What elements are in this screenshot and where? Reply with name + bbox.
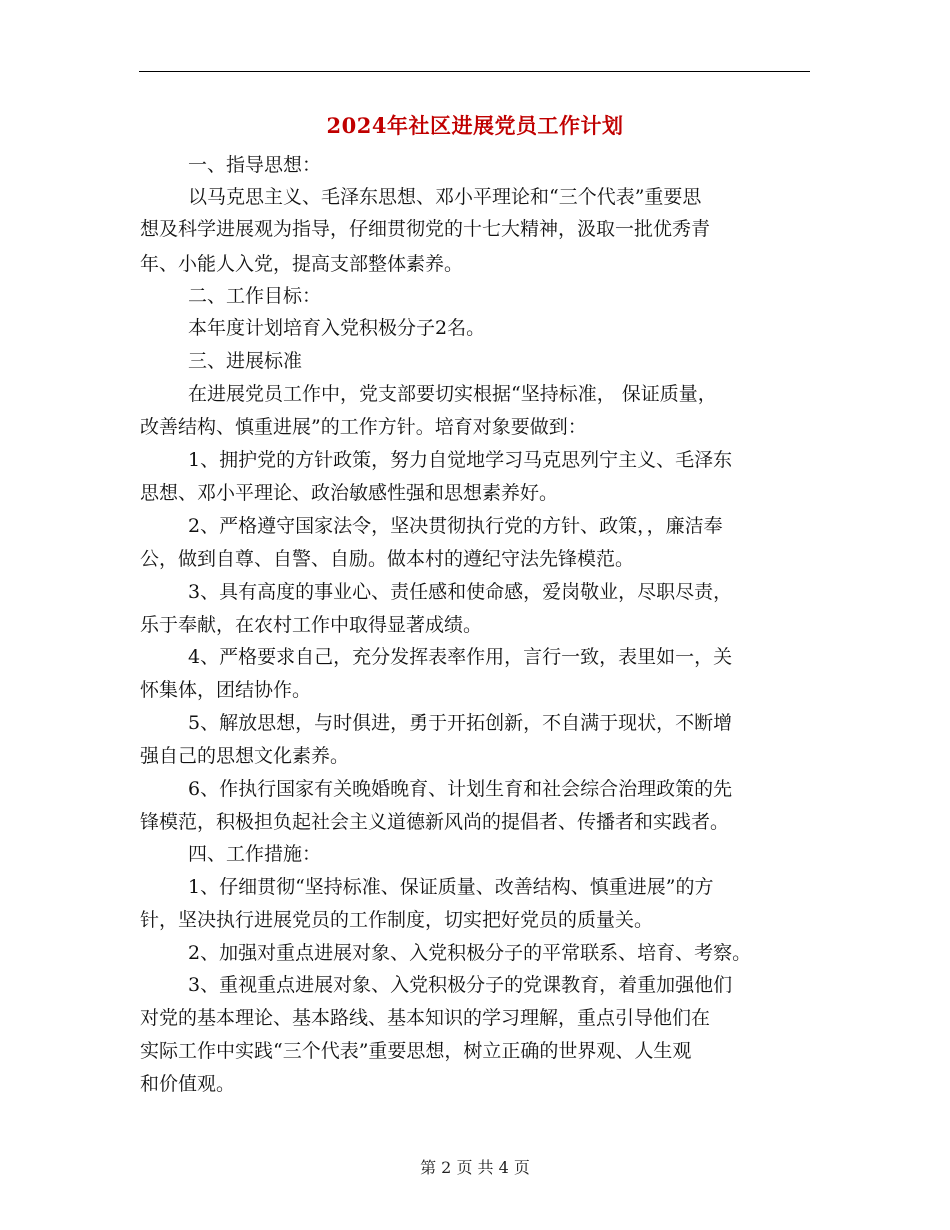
list-item-line: 4、严格要求自己，充分发挥表率作用，言行一致，表里如一，关 [188, 646, 733, 668]
list-item-line: 乐于奉献，在农村工作中取得显著成绩。 [140, 614, 483, 636]
header-rule [139, 71, 810, 72]
list-item-line: 3、具有高度的事业心、责任感和使命感，爱岗敬业，尽职尽责， [188, 581, 733, 603]
list-item-line: 3、重视重点进展对象、入党积极分子的党课教育，着重加强他们 [188, 974, 733, 996]
page-number: 第 2 页 共 4 页 [420, 1158, 530, 1177]
list-item-line: 公，做到自尊、自警、自励。做本村的遵纪守法先锋模范。 [140, 548, 635, 570]
list-item-line: 锋模范，积极担负起社会主义道德新风尚的提倡者、传播者和实践者。 [140, 811, 730, 833]
paragraph-line: 以马克思主义、毛泽东思想、邓小平理论和“三个代表”重要思 [188, 186, 702, 208]
list-item-line: 6、作执行国家有关晚婚晚育、计划生育和社会综合治理政策的先 [188, 778, 733, 800]
list-item-line: 强自己的思想文化素养。 [140, 745, 350, 767]
section-heading-2: 二、工作目标： [188, 285, 322, 307]
paragraph-line: 改善结构、慎重进展”的工作方针。培育对象要做到： [140, 416, 587, 438]
list-item-line: 对党的基本理论、基本路线、基本知识的学习理解，重点引导他们在 [140, 1007, 711, 1029]
list-item-line: 和价值观。 [140, 1073, 236, 1095]
paragraph-line: 想及科学进展观为指导，仔细贯彻党的十七大精神，汲取一批优秀青 [140, 218, 711, 240]
document-title: 2024年社区进展党员工作计划 [326, 113, 624, 138]
paragraph-line: 本年度计划培育入党积极分子2名。 [188, 317, 486, 339]
list-item-line: 怀集体，团结协作。 [140, 679, 312, 701]
list-item-line: 2、加强对重点进展对象、入党积极分子的平常联系、培育、考察。 [188, 942, 752, 964]
section-heading-1: 一、指导思想： [188, 154, 322, 176]
list-item-line: 思想、邓小平理论、政治敏感性强和思想素养好。 [140, 482, 559, 504]
list-item-line: 2、严格遵守国家法令，坚决贯彻执行党的方针、政策，，廉洁奉 [188, 515, 723, 537]
section-heading-3: 三、进展标准 [188, 350, 303, 372]
paragraph-line: 在进展党员工作中，党支部要切实根据“坚持标准， 保证质量， [188, 383, 717, 405]
section-heading-4: 四、工作措施： [188, 843, 322, 865]
list-item-line: 针，坚决执行进展党员的工作制度，切实把好党员的质量关。 [140, 909, 654, 931]
list-item-line: 5、解放思想，与时俱进，勇于开拓创新，不自满于现状，不断增 [188, 712, 733, 734]
list-item-line: 1、仔细贯彻“坚持标准、保证质量、改善结构、慎重进展”的方 [188, 876, 714, 898]
list-item-line: 实际工作中实践“三个代表”重要思想，树立正确的世界观、人生观 [140, 1040, 692, 1062]
paragraph-line: 年、小能人入党，提高支部整体素养。 [140, 253, 464, 275]
list-item-line: 1、拥护党的方针政策，努力自觉地学习马克思列宁主义、毛泽东 [188, 449, 733, 471]
